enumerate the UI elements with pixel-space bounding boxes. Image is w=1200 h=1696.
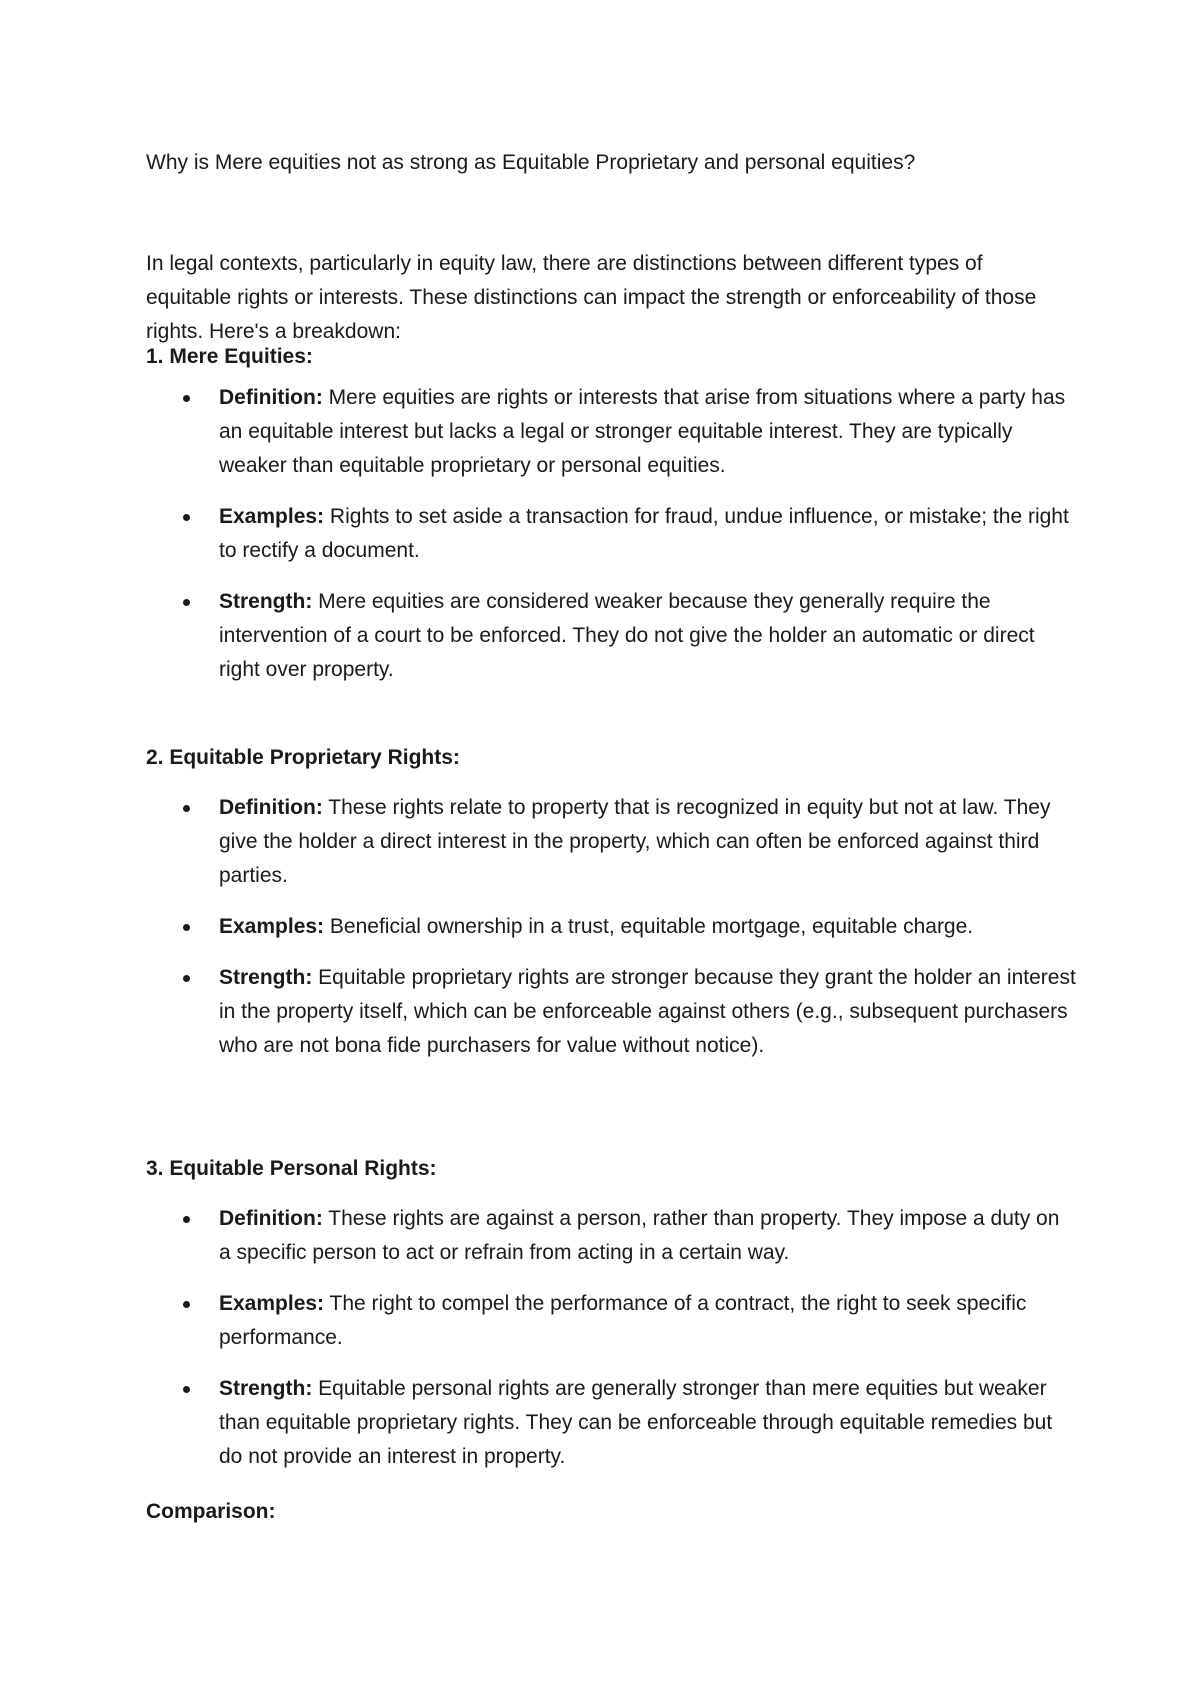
section-heading-comparison: Comparison: [146,1500,276,1523]
bullet-term: Definition: [219,386,323,409]
intro-paragraph: In legal contexts, particularly in equity law, there are distinctions between different types of equitable rights or interests. These distinctions can impact the strength or enforceability of those rights. Here's a breakdown: [146,252,1037,343]
bullet-dot-icon [183,395,190,402]
bullet-term: Strength: [219,1377,313,1400]
bullet-text: Mere equities are considered weaker because they generally require the intervention of a court to be enforced. They do not give the holder an automatic or direct right over property. [219,590,1035,681]
bullet-text: Rights to set aside a transaction for fraud, undue influence, or mistake; the right to rectify a document. [219,505,1069,562]
bullet-term: Strength: [219,966,313,989]
bullet-dot-icon [183,975,190,982]
list-item-strength [146,585,1076,687]
bullet-text: Mere equities are rights or interests that arise from situations where a party has an equitable interest but lacks a legal or stronger equitable interest. They are typically weaker than equitable proprietary or personal equities. [219,386,1066,477]
list-item-strength [146,1372,1076,1474]
bullet-dot-icon [183,924,190,931]
bullet-term: Definition: [219,796,323,819]
section-list-equitable-personal [146,1202,1076,1491]
list-item-examples [146,910,1076,944]
list-item-definition [146,381,1076,483]
bullet-dot-icon [183,1301,190,1308]
list-item-examples [146,500,1076,568]
bullet-term: Examples: [219,1292,325,1315]
section-list-equitable-proprietary [146,791,1076,1080]
bullet-text: These rights are against a person, rather than property. They impose a duty on a specific person to act or refrain from acting in a certain way. [219,1207,1060,1264]
bullet-dot-icon [183,1216,190,1223]
list-item-definition [146,791,1076,893]
section-heading-mere-equities: 1. Mere Equities: [146,345,313,368]
document-title: Why is Mere equities not as strong as Equitable Proprietary and personal equities? [146,151,916,174]
bullet-dot-icon [183,805,190,812]
bullet-dot-icon [183,599,190,606]
bullet-text: Equitable personal rights are generally stronger than mere equities but weaker than equitable proprietary rights. They can be enforceable through equitable remedies but do not provide an interest in property. [219,1377,1053,1468]
bullet-term: Strength: [219,590,313,613]
bullet-term: Definition: [219,1207,323,1230]
bullet-text: Beneficial ownership in a trust, equitable mortgage, equitable charge. [324,915,974,938]
bullet-term: Examples: [219,915,325,938]
list-item-definition [146,1202,1076,1270]
list-item-examples [146,1287,1076,1355]
bullet-text: Equitable proprietary rights are stronger because they grant the holder an interest in the property itself, which can be enforceable against others (e.g., subsequent purchasers who are not bona fide purchasers for value without notice). [219,966,1076,1057]
section-heading-equitable-proprietary: 2. Equitable Proprietary Rights: [146,746,460,769]
list-item-strength [146,961,1076,1063]
bullet-dot-icon [183,1386,190,1393]
bullet-text: These rights relate to property that is recognized in equity but not at law. They give the holder a direct interest in the property, which can often be enforced against third parties. [219,796,1051,887]
bullet-term: Examples: [219,505,325,528]
bullet-text: The right to compel the performance of a contract, the right to seek specific performance. [219,1292,1027,1349]
section-heading-equitable-personal: 3. Equitable Personal Rights: [146,1157,437,1180]
bullet-dot-icon [183,514,190,521]
section-list-mere-equities [146,381,1076,704]
